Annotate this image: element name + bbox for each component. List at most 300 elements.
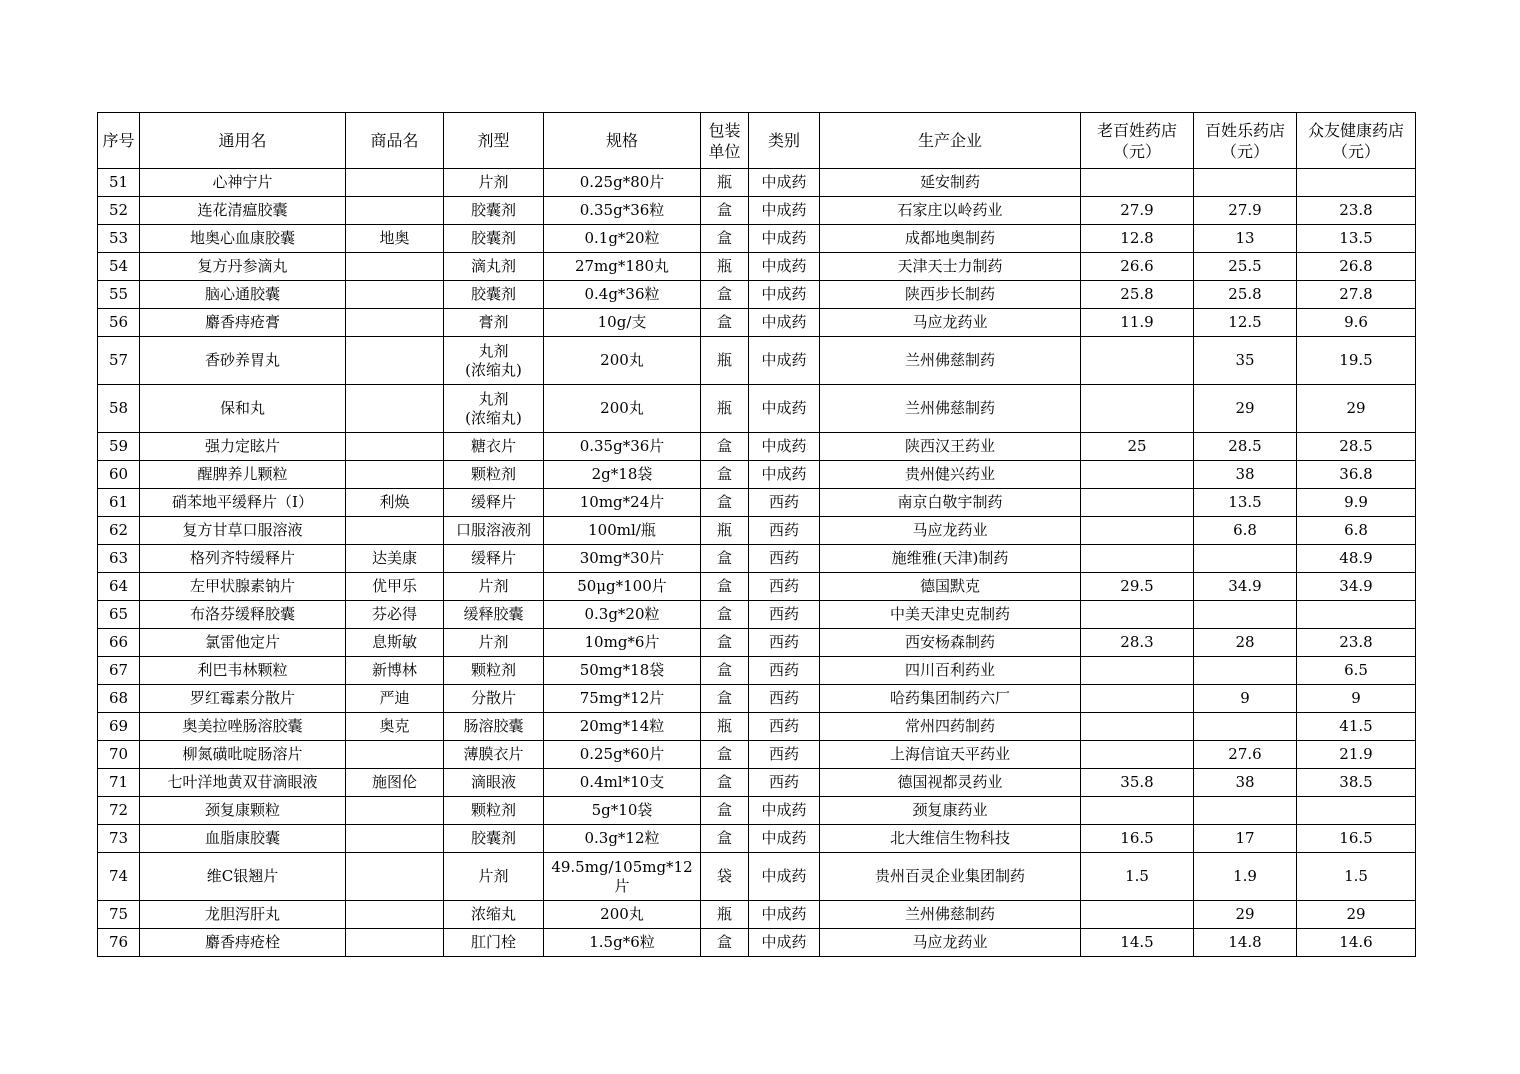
cell-laobaixing-price [1081,601,1194,629]
cell-dosage-form: 颗粒剂 [444,461,544,489]
column-header-manufacturer: 生产企业 [820,113,1081,169]
cell-category: 中成药 [749,853,820,901]
cell-category: 中成药 [749,197,820,225]
cell-dosage-form: 缓释片 [444,545,544,573]
cell-dosage-form: 分散片 [444,685,544,713]
column-header-dosage-form: 剂型 [444,113,544,169]
cell-zhongyou-price [1297,169,1416,197]
cell-index: 52 [98,197,140,225]
cell-brand-name: 息斯敏 [346,629,444,657]
cell-laobaixing-price [1081,741,1194,769]
cell-dosage-form: 片剂 [444,169,544,197]
cell-brand-name: 达美康 [346,545,444,573]
cell-index: 67 [98,657,140,685]
cell-baixingle-price [1194,713,1297,741]
cell-package-unit: 盒 [701,225,749,253]
cell-brand-name [346,197,444,225]
cell-manufacturer: 兰州佛慈制药 [820,337,1081,385]
cell-dosage-form: 肛门栓 [444,929,544,957]
cell-generic-name: 利巴韦林颗粒 [140,657,346,685]
column-header-index: 序号 [98,113,140,169]
cell-dosage-form: 颗粒剂 [444,797,544,825]
cell-manufacturer: 延安制药 [820,169,1081,197]
cell-laobaixing-price: 28.3 [1081,629,1194,657]
cell-laobaixing-price [1081,337,1194,385]
cell-specification: 49.5mg/105mg*12 片 [544,853,701,901]
cell-index: 57 [98,337,140,385]
cell-category: 西药 [749,685,820,713]
table-row [98,685,1416,713]
cell-laobaixing-price: 27.9 [1081,197,1194,225]
cell-manufacturer: 哈药集团制药六厂 [820,685,1081,713]
cell-baixingle-price: 28 [1194,629,1297,657]
cell-dosage-form: 片剂 [444,629,544,657]
cell-zhongyou-price: 9.6 [1297,309,1416,337]
cell-generic-name: 格列齐特缓释片 [140,545,346,573]
table-row [98,225,1416,253]
cell-package-unit: 盒 [701,685,749,713]
table-row [98,769,1416,797]
cell-manufacturer: 兰州佛慈制药 [820,901,1081,929]
cell-specification: 0.25g*60片 [544,741,701,769]
cell-baixingle-price: 12.5 [1194,309,1297,337]
cell-brand-name [346,741,444,769]
column-header-generic-name: 通用名 [140,113,346,169]
table-row [98,573,1416,601]
cell-zhongyou-price: 6.5 [1297,657,1416,685]
cell-generic-name: 复方甘草口服溶液 [140,517,346,545]
cell-baixingle-price: 1.9 [1194,853,1297,901]
cell-dosage-form: 薄膜衣片 [444,741,544,769]
cell-brand-name [346,309,444,337]
cell-brand-name [346,929,444,957]
cell-brand-name [346,169,444,197]
cell-dosage-form: 片剂 [444,853,544,901]
column-header-laobaixing-price: 老百姓药店 （元） [1081,113,1194,169]
cell-package-unit: 盒 [701,281,749,309]
cell-package-unit: 盒 [701,657,749,685]
table-header-row [98,113,1416,169]
cell-package-unit: 瓶 [701,385,749,433]
cell-generic-name: 硝苯地平缓释片（Ⅰ） [140,489,346,517]
cell-category: 西药 [749,545,820,573]
cell-manufacturer: 天津天士力制药 [820,253,1081,281]
cell-laobaixing-price: 14.5 [1081,929,1194,957]
cell-category: 西药 [749,573,820,601]
table-row [98,281,1416,309]
cell-specification: 200丸 [544,337,701,385]
cell-specification: 50mg*18袋 [544,657,701,685]
cell-zhongyou-price: 48.9 [1297,545,1416,573]
cell-generic-name: 左甲状腺素钠片 [140,573,346,601]
cell-category: 中成药 [749,461,820,489]
table-row [98,657,1416,685]
cell-package-unit: 瓶 [701,169,749,197]
cell-specification: 0.3g*20粒 [544,601,701,629]
cell-manufacturer: 马应龙药业 [820,309,1081,337]
cell-baixingle-price [1194,797,1297,825]
table-row [98,825,1416,853]
cell-laobaixing-price: 29.5 [1081,573,1194,601]
cell-brand-name: 施图伦 [346,769,444,797]
cell-specification: 2g*18袋 [544,461,701,489]
column-header-specification: 规格 [544,113,701,169]
cell-brand-name [346,517,444,545]
cell-brand-name [346,385,444,433]
cell-dosage-form: 肠溶胶囊 [444,713,544,741]
cell-laobaixing-price: 1.5 [1081,853,1194,901]
cell-manufacturer: 北大维信生物科技 [820,825,1081,853]
cell-baixingle-price: 27.9 [1194,197,1297,225]
table-row [98,797,1416,825]
cell-specification: 200丸 [544,385,701,433]
cell-manufacturer: 德国默克 [820,573,1081,601]
cell-specification: 0.4ml*10支 [544,769,701,797]
cell-category: 中成药 [749,433,820,461]
cell-index: 58 [98,385,140,433]
cell-category: 西药 [749,517,820,545]
cell-laobaixing-price [1081,797,1194,825]
cell-generic-name: 麝香痔疮膏 [140,309,346,337]
cell-generic-name: 麝香痔疮栓 [140,929,346,957]
cell-generic-name: 脑心通胶囊 [140,281,346,309]
column-header-package-unit: 包装 单位 [701,113,749,169]
cell-baixingle-price: 29 [1194,901,1297,929]
cell-brand-name: 地奥 [346,225,444,253]
cell-baixingle-price [1194,657,1297,685]
cell-brand-name [346,281,444,309]
cell-generic-name: 醒脾养儿颗粒 [140,461,346,489]
cell-specification: 50μg*100片 [544,573,701,601]
cell-specification: 10mg*24片 [544,489,701,517]
cell-brand-name [346,253,444,281]
cell-dosage-form: 胶囊剂 [444,825,544,853]
cell-laobaixing-price: 11.9 [1081,309,1194,337]
cell-category: 中成药 [749,929,820,957]
cell-baixingle-price [1194,169,1297,197]
cell-brand-name: 奥克 [346,713,444,741]
cell-package-unit: 盒 [701,461,749,489]
cell-index: 75 [98,901,140,929]
cell-specification: 0.25g*80片 [544,169,701,197]
cell-baixingle-price: 29 [1194,385,1297,433]
cell-dosage-form: 滴丸剂 [444,253,544,281]
cell-zhongyou-price [1297,797,1416,825]
cell-zhongyou-price: 36.8 [1297,461,1416,489]
cell-laobaixing-price [1081,489,1194,517]
cell-package-unit: 盒 [701,545,749,573]
cell-dosage-form: 丸剂 (浓缩丸) [444,385,544,433]
cell-baixingle-price [1194,601,1297,629]
cell-manufacturer: 马应龙药业 [820,929,1081,957]
cell-zhongyou-price: 41.5 [1297,713,1416,741]
cell-package-unit: 盒 [701,797,749,825]
cell-category: 中成药 [749,169,820,197]
cell-generic-name: 维C银翘片 [140,853,346,901]
cell-brand-name [346,461,444,489]
cell-package-unit: 盒 [701,489,749,517]
cell-index: 64 [98,573,140,601]
cell-baixingle-price: 13.5 [1194,489,1297,517]
cell-index: 62 [98,517,140,545]
cell-laobaixing-price: 12.8 [1081,225,1194,253]
cell-brand-name: 利焕 [346,489,444,517]
cell-zhongyou-price: 38.5 [1297,769,1416,797]
cell-specification: 0.3g*12粒 [544,825,701,853]
cell-zhongyou-price: 23.8 [1297,629,1416,657]
cell-zhongyou-price: 26.8 [1297,253,1416,281]
cell-baixingle-price: 25.5 [1194,253,1297,281]
cell-manufacturer: 常州四药制药 [820,713,1081,741]
cell-zhongyou-price: 16.5 [1297,825,1416,853]
cell-category: 中成药 [749,901,820,929]
cell-zhongyou-price: 29 [1297,901,1416,929]
table-row [98,169,1416,197]
cell-laobaixing-price: 25 [1081,433,1194,461]
cell-generic-name: 布洛芬缓释胶囊 [140,601,346,629]
cell-baixingle-price: 38 [1194,461,1297,489]
cell-specification: 75mg*12片 [544,685,701,713]
cell-specification: 0.1g*20粒 [544,225,701,253]
cell-brand-name [346,853,444,901]
cell-category: 西药 [749,769,820,797]
table-row [98,385,1416,433]
cell-package-unit: 盒 [701,433,749,461]
cell-laobaixing-price [1081,901,1194,929]
cell-zhongyou-price: 14.6 [1297,929,1416,957]
cell-category: 西药 [749,741,820,769]
cell-dosage-form: 缓释片 [444,489,544,517]
cell-dosage-form: 胶囊剂 [444,197,544,225]
table-row [98,197,1416,225]
cell-package-unit: 盒 [701,601,749,629]
cell-category: 西药 [749,713,820,741]
cell-specification: 0.35g*36片 [544,433,701,461]
table-row [98,601,1416,629]
cell-package-unit: 瓶 [701,713,749,741]
cell-zhongyou-price: 9.9 [1297,489,1416,517]
cell-brand-name: 芬必得 [346,601,444,629]
table-row [98,309,1416,337]
cell-category: 中成药 [749,309,820,337]
cell-manufacturer: 四川百利药业 [820,657,1081,685]
cell-baixingle-price: 14.8 [1194,929,1297,957]
cell-category: 西药 [749,657,820,685]
cell-dosage-form: 胶囊剂 [444,225,544,253]
cell-brand-name [346,337,444,385]
cell-package-unit: 瓶 [701,517,749,545]
cell-index: 53 [98,225,140,253]
column-header-category: 类别 [749,113,820,169]
cell-laobaixing-price [1081,545,1194,573]
cell-dosage-form: 丸剂 (浓缩丸) [444,337,544,385]
cell-specification: 27mg*180丸 [544,253,701,281]
cell-index: 65 [98,601,140,629]
cell-manufacturer: 兰州佛慈制药 [820,385,1081,433]
cell-package-unit: 盒 [701,741,749,769]
cell-manufacturer: 中美天津史克制药 [820,601,1081,629]
cell-package-unit: 盒 [701,929,749,957]
cell-manufacturer: 颈复康药业 [820,797,1081,825]
cell-index: 63 [98,545,140,573]
table-row [98,337,1416,385]
cell-package-unit: 袋 [701,853,749,901]
cell-generic-name: 龙胆泻肝丸 [140,901,346,929]
cell-laobaixing-price [1081,657,1194,685]
cell-index: 76 [98,929,140,957]
cell-index: 54 [98,253,140,281]
cell-brand-name: 严迪 [346,685,444,713]
cell-baixingle-price: 17 [1194,825,1297,853]
cell-manufacturer: 陕西汉王药业 [820,433,1081,461]
cell-brand-name [346,901,444,929]
cell-laobaixing-price: 26.6 [1081,253,1194,281]
table-row [98,629,1416,657]
cell-manufacturer: 成都地奥制药 [820,225,1081,253]
cell-zhongyou-price [1297,601,1416,629]
cell-specification: 10g/支 [544,309,701,337]
cell-generic-name: 奥美拉唑肠溶胶囊 [140,713,346,741]
cell-laobaixing-price [1081,385,1194,433]
cell-generic-name: 连花清瘟胶囊 [140,197,346,225]
cell-category: 中成药 [749,253,820,281]
cell-laobaixing-price [1081,461,1194,489]
cell-manufacturer: 石家庄以岭药业 [820,197,1081,225]
table-row [98,461,1416,489]
cell-dosage-form: 口服溶液剂 [444,517,544,545]
cell-category: 西药 [749,629,820,657]
cell-dosage-form: 膏剂 [444,309,544,337]
table-row [98,901,1416,929]
column-header-baixingle-price: 百姓乐药店 （元） [1194,113,1297,169]
cell-dosage-form: 片剂 [444,573,544,601]
cell-category: 中成药 [749,797,820,825]
cell-generic-name: 血脂康胶囊 [140,825,346,853]
cell-index: 74 [98,853,140,901]
cell-manufacturer: 上海信谊天平药业 [820,741,1081,769]
cell-baixingle-price: 35 [1194,337,1297,385]
cell-manufacturer: 南京白敬宇制药 [820,489,1081,517]
column-header-zhongyou-price: 众友健康药店 （元） [1297,113,1416,169]
cell-specification: 0.4g*36粒 [544,281,701,309]
cell-category: 西药 [749,601,820,629]
cell-index: 69 [98,713,140,741]
cell-package-unit: 盒 [701,309,749,337]
table-body [98,169,1416,957]
cell-dosage-form: 胶囊剂 [444,281,544,309]
cell-manufacturer: 贵州百灵企业集团制药 [820,853,1081,901]
cell-manufacturer: 马应龙药业 [820,517,1081,545]
cell-zhongyou-price: 27.8 [1297,281,1416,309]
cell-laobaixing-price [1081,169,1194,197]
table-row [98,545,1416,573]
price-table-sheet [97,112,1416,957]
cell-category: 中成药 [749,385,820,433]
cell-zhongyou-price: 23.8 [1297,197,1416,225]
cell-index: 72 [98,797,140,825]
cell-manufacturer: 贵州健兴药业 [820,461,1081,489]
cell-index: 66 [98,629,140,657]
cell-zhongyou-price: 13.5 [1297,225,1416,253]
table-row [98,741,1416,769]
cell-generic-name: 复方丹参滴丸 [140,253,346,281]
cell-package-unit: 瓶 [701,901,749,929]
cell-generic-name: 保和丸 [140,385,346,433]
cell-category: 中成药 [749,225,820,253]
cell-package-unit: 盒 [701,197,749,225]
cell-package-unit: 盒 [701,769,749,797]
cell-specification: 1.5g*6粒 [544,929,701,957]
table-row [98,489,1416,517]
cell-laobaixing-price [1081,517,1194,545]
cell-index: 56 [98,309,140,337]
cell-zhongyou-price: 28.5 [1297,433,1416,461]
cell-brand-name [346,433,444,461]
table-row [98,253,1416,281]
cell-baixingle-price: 25.8 [1194,281,1297,309]
cell-brand-name [346,797,444,825]
cell-brand-name: 新博林 [346,657,444,685]
cell-category: 中成药 [749,825,820,853]
cell-baixingle-price: 28.5 [1194,433,1297,461]
cell-generic-name: 强力定眩片 [140,433,346,461]
cell-laobaixing-price [1081,713,1194,741]
cell-index: 51 [98,169,140,197]
cell-generic-name: 香砂养胃丸 [140,337,346,385]
cell-dosage-form: 颗粒剂 [444,657,544,685]
cell-zhongyou-price: 29 [1297,385,1416,433]
cell-laobaixing-price [1081,685,1194,713]
cell-specification: 5g*10袋 [544,797,701,825]
table-row [98,853,1416,901]
cell-generic-name: 地奥心血康胶囊 [140,225,346,253]
cell-dosage-form: 浓缩丸 [444,901,544,929]
cell-index: 70 [98,741,140,769]
cell-zhongyou-price: 34.9 [1297,573,1416,601]
cell-generic-name: 七叶洋地黄双苷滴眼液 [140,769,346,797]
cell-category: 中成药 [749,281,820,309]
cell-zhongyou-price: 9 [1297,685,1416,713]
cell-index: 73 [98,825,140,853]
cell-baixingle-price: 27.6 [1194,741,1297,769]
cell-specification: 20mg*14粒 [544,713,701,741]
cell-category: 西药 [749,489,820,517]
cell-laobaixing-price: 16.5 [1081,825,1194,853]
cell-manufacturer: 施维雅(天津)制药 [820,545,1081,573]
cell-index: 71 [98,769,140,797]
cell-brand-name [346,825,444,853]
cell-index: 55 [98,281,140,309]
cell-generic-name: 罗红霉素分散片 [140,685,346,713]
cell-baixingle-price [1194,545,1297,573]
cell-zhongyou-price: 6.8 [1297,517,1416,545]
cell-baixingle-price: 6.8 [1194,517,1297,545]
cell-generic-name: 心神宁片 [140,169,346,197]
cell-manufacturer: 德国视都灵药业 [820,769,1081,797]
cell-package-unit: 盒 [701,825,749,853]
table-row [98,713,1416,741]
table-row [98,517,1416,545]
cell-baixingle-price: 9 [1194,685,1297,713]
cell-generic-name: 柳氮磺吡啶肠溶片 [140,741,346,769]
cell-dosage-form: 缓释胶囊 [444,601,544,629]
cell-manufacturer: 西安杨森制药 [820,629,1081,657]
cell-package-unit: 瓶 [701,253,749,281]
cell-manufacturer: 陕西步长制药 [820,281,1081,309]
cell-index: 61 [98,489,140,517]
cell-generic-name: 氯雷他定片 [140,629,346,657]
cell-zhongyou-price: 19.5 [1297,337,1416,385]
